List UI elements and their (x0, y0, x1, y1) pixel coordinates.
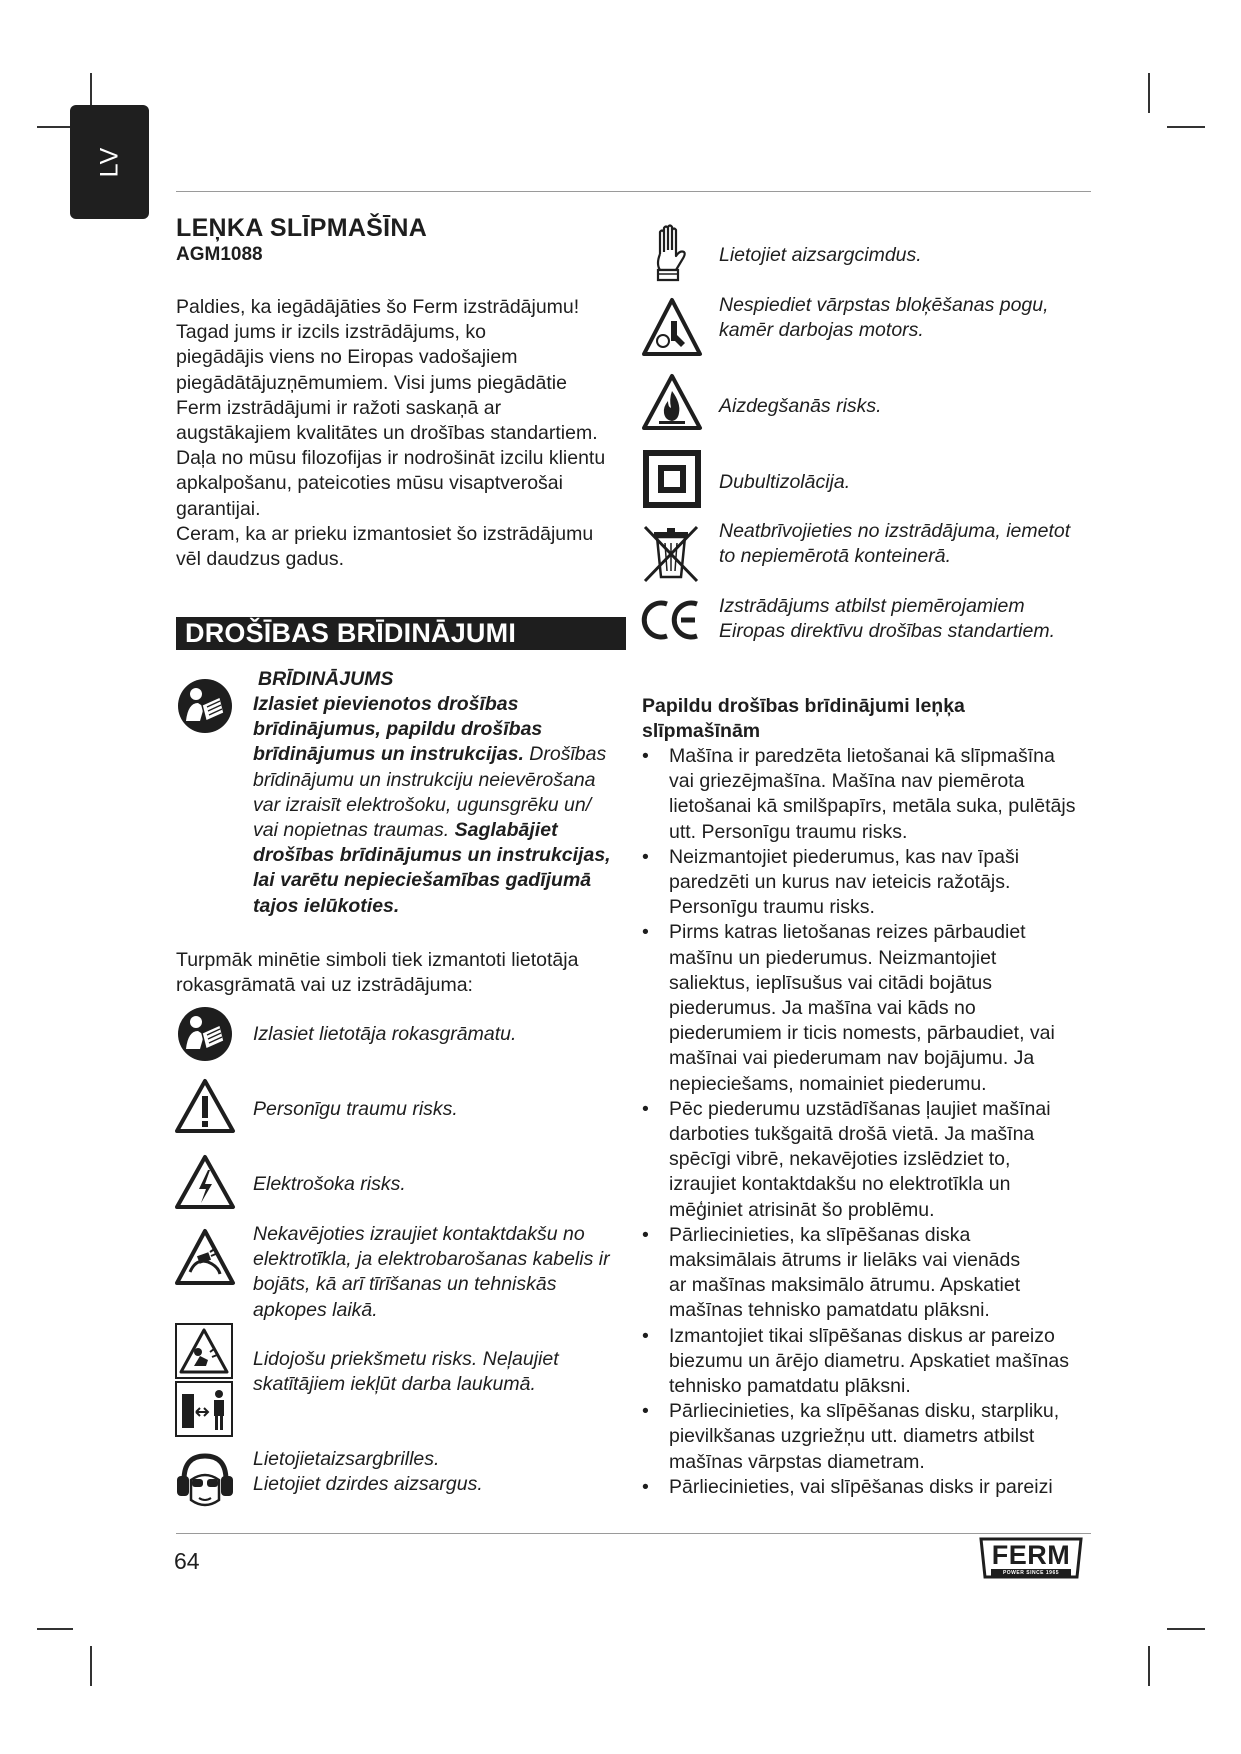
safety-heading: DROŠĪBAS BRĪDINĀJUMI (185, 618, 517, 648)
symbol-text-electric: Elektrošoka risks. (253, 1173, 406, 1195)
list-item-line: pievilkšanas uzgriežņu utt. diametrs atbilst (669, 1425, 1035, 1448)
crop-mark (37, 126, 73, 128)
double-insulation-icon (643, 450, 701, 508)
ferm-logo (977, 1537, 1085, 1581)
warning-line: var izraisīt elektrošoku, ugunsgrēku un/ (253, 793, 592, 816)
symbol-text-gloves: Lietojiet aizsargcimdus. (719, 244, 922, 266)
list-item-line: izraujiet kontaktdakšu no elektrotīkla un (669, 1173, 1011, 1196)
list-item-line: • Pēc piederumu uzstādīšanas ļaujiet mašīnai (669, 1097, 1051, 1120)
list-item (642, 1223, 1112, 1324)
crop-mark (37, 1628, 73, 1630)
symbol-text-spindle-lock (719, 293, 1049, 343)
warning-line (253, 818, 633, 843)
symbol-text-flying-objects (253, 1347, 559, 1397)
list-item-line: saliektus, ieplīsušus vai citādi bojātus (669, 971, 992, 994)
list-item-line: vai griezējmašīna. Mašīna nav piemērota (669, 770, 1025, 793)
read-manual-icon (176, 1005, 234, 1063)
warning-line: brīdinājumus, papildu drošības (253, 718, 543, 741)
crop-mark (90, 1646, 92, 1686)
intro-line: piegādātājuzņēmumiem. Visi jums piegādātie (176, 371, 567, 394)
list-item-line: • Izmantojiet tikai slīpēšanas diskus ar pareizo (669, 1324, 1055, 1347)
symbols-intro-line: rokasgrāmatā vai uz izstrādājuma: (176, 974, 473, 997)
symbol-text-line: kamēr darbojas motors. (719, 319, 924, 342)
additional-heading-line: Papildu drošības brīdinājumi leņķa (642, 695, 965, 717)
list-item-line: nepieciešams, nomainiet piederumu. (669, 1072, 987, 1095)
list-item-line: • Mašīna ir paredzēta lietošanai kā slīpmašīna (669, 745, 1055, 767)
warning-text (253, 692, 633, 919)
symbol-text-line: Nespiediet vārpstas bloķēšanas pogu, (719, 294, 1049, 316)
read-manual-icon (176, 677, 234, 735)
symbols-intro (176, 948, 626, 998)
safety-heading-bar (176, 617, 626, 650)
symbol-text-line: Neatbrīvojieties no izstrādājuma, iemetot (719, 520, 1071, 542)
spindle-lock-icon (641, 297, 703, 357)
symbol-text-injury: Personīgu traumu risks. (253, 1098, 458, 1120)
list-item-line: tehnisko pamatdatu plāksni. (669, 1375, 911, 1398)
warning-line: brīdinājumu un instrukciju neievērošana (253, 768, 596, 791)
list-item-line: • Pārliecinieties, ka slīpēšanas disku, starpliku, (669, 1400, 1060, 1423)
symbol-text-line: apkopes laikā. (253, 1298, 378, 1321)
symbols-intro-line: Turpmāk minētie simboli tiek izmantoti lietotāja (176, 949, 579, 971)
intro-line: garantijai. (176, 497, 261, 520)
intro-line: Daļa no mūsu filozofijas ir nodrošināt izcilu klientu (176, 447, 606, 470)
symbol-text-line: Lietojiet dzirdes aizsargus. (253, 1473, 483, 1496)
ferm-logo-text: FERM (991, 1540, 1071, 1570)
warning-line: drošības brīdinājumus un instrukcijas, (253, 844, 611, 867)
intro-line: Ceram, ka ar prieku izmantosiet šo izstrādājumu (176, 522, 594, 545)
footer-rule (176, 1533, 1091, 1534)
symbol-text-double-insulation: Dubultizolācija. (719, 471, 851, 493)
list-item-line: ar mašīnas maksimālo ātrumu. Apskatiet (669, 1274, 1021, 1297)
symbol-text-line: Nekavējoties izraujiet kontaktdakšu no (253, 1223, 585, 1245)
intro-line: apkalpošanu, pateicoties mūsu visaptverošai (176, 472, 563, 495)
list-item-line: biezumu un ārējo diametru. Apskatiet mašīnas (669, 1349, 1069, 1372)
symbol-text-weee (719, 519, 1070, 569)
symbol-text-line: Eiropas direktīvu drošības standartiem. (719, 620, 1055, 643)
language-tab (70, 105, 149, 219)
warning-line: tajos ielūkoties. (253, 894, 400, 917)
goggles-earmuffs-icon (174, 1450, 236, 1512)
list-item (642, 744, 1112, 845)
list-item-line: maksimālais ātrums ir lielāks vai vienāds (669, 1249, 1021, 1272)
ce-mark-icon (641, 598, 701, 642)
warning-line: Izlasiet pievienotos drošības (253, 693, 519, 715)
list-item-line: mašīnu un piederumus. Neizmantojiet (669, 946, 997, 969)
symbol-text-ce (719, 594, 1055, 644)
crop-mark (1148, 1646, 1150, 1686)
symbol-text-goggles (253, 1447, 483, 1497)
intro-line: Ferm izstrādājumi ir ražoti saskaņā ar (176, 396, 502, 419)
list-item (642, 920, 1112, 1096)
list-item-line: • Pirms katras lietošanas reizes pārbaudiet (669, 921, 1026, 944)
warning-segment: brīdinājumus un instrukcijas. (253, 743, 524, 766)
list-item-line: • Neizmantojiet piederumus, kas nav īpaši (669, 845, 1020, 868)
symbol-text-fire: Aizdegšanās risks. (719, 395, 882, 417)
intro-line: piegādājis viens no Eiropas vadošajiem (176, 346, 518, 369)
additional-warnings-heading (642, 694, 1082, 744)
injury-warning-icon (174, 1078, 236, 1134)
list-item (642, 1324, 1112, 1400)
gloves-icon (648, 224, 696, 282)
list-item-line: lietošanai kā smilšpapīrs, metāla suka, pulētājs (669, 795, 1076, 818)
list-item-line: Personīgu traumu risks. (669, 896, 875, 919)
warning-title: BRĪDINĀJUMS (258, 668, 394, 690)
electric-shock-icon (174, 1154, 236, 1210)
symbol-text-line: bojāts, kā arī tīrīšanas un tehniskās (253, 1273, 557, 1296)
symbol-text-line: Lietojietaizsargbrilles. (253, 1448, 440, 1470)
list-item (642, 1475, 1112, 1500)
symbol-text-line: Izstrādājums atbilst piemērojamiem (719, 595, 1025, 617)
top-rule (176, 191, 1091, 192)
page-number: 64 (174, 1548, 200, 1574)
intro-line: vēl daudzus gadus. (176, 548, 345, 571)
list-item-line: spēcīgi vibrē, nekavējoties izslēdziet to, (669, 1148, 1011, 1171)
fire-hazard-icon (641, 373, 703, 431)
list-item-line: utt. Personīgu traumu risks. (669, 820, 908, 843)
symbol-text-read-manual: Izlasiet lietotāja rokasgrāmatu. (253, 1023, 517, 1045)
ferm-logo-tagline: POWER SINCE 1965 (1002, 1570, 1060, 1576)
intro-line: augstākajiem kvalitātes un drošības standartiem. (176, 422, 598, 445)
list-item (642, 1097, 1112, 1223)
symbol-text-line: to nepiemērotā konteinerā. (719, 545, 951, 568)
list-item-line: mēģiniet atrisināt šo problēmu. (669, 1198, 935, 1221)
crop-mark (1167, 126, 1205, 128)
list-item-line: mašīnas vārpstas diametram. (669, 1450, 925, 1473)
language-tab-label: LV (95, 146, 123, 178)
intro-line: Paldies, ka iegādājāties šo Ferm izstrādājumu! (176, 296, 580, 318)
list-item-line: • Pārliecinieties, vai slīpēšanas disks ir pareizi (669, 1475, 1053, 1498)
list-item-line: piederumus. Ja mašīna vai kāds no (669, 997, 976, 1020)
warning-segment: vai nopietnas traumas. (253, 819, 455, 842)
symbol-text-unplug (253, 1222, 610, 1323)
flying-objects-icon (174, 1322, 234, 1438)
unplug-warning-icon (174, 1228, 236, 1286)
weee-bin-icon (641, 523, 701, 585)
list-item-line: darboties tukšgaitā drošā vietā. Ja mašīna (669, 1123, 1035, 1146)
additional-heading-line: slīpmašīnām (642, 720, 761, 743)
list-item-line: mašīnas tehnisko pamatdatu plāksni. (669, 1299, 990, 1322)
symbol-text-line: elektrotīkla, ja elektrobarošanas kabelis ir (253, 1248, 610, 1271)
warning-line: lai varētu nepieciešamības gadījumā (253, 869, 592, 892)
additional-warnings-list (642, 744, 1112, 1500)
model-number: AGM1088 (176, 244, 263, 265)
intro-line: Tagad jums ir izcils izstrādājums, ko (176, 321, 486, 344)
list-item-line: mašīnai vai piederumam nav bojājumu. Ja (669, 1047, 1035, 1070)
intro-paragraph (176, 295, 626, 572)
symbol-text-line: skatītājiem iekļūt darba laukumā. (253, 1373, 536, 1396)
warning-segment: Drošības (523, 743, 607, 766)
list-item-line: piederumiem ir ticis nomests, pārbaudiet, vai (669, 1022, 1055, 1045)
symbol-text-line: Lidojošu priekšmetu risks. Neļaujiet (253, 1348, 559, 1370)
list-item-line: • Pārliecinieties, ka slīpēšanas diska (669, 1223, 971, 1246)
warning-line (253, 742, 633, 767)
list-item (642, 1399, 1112, 1475)
warning-segment: Saglabājiet (454, 819, 558, 842)
crop-mark (1148, 73, 1150, 113)
page-title: LEŅKA SLĪPMAŠĪNA (176, 214, 428, 242)
list-item (642, 845, 1112, 921)
list-item-line: paredzēti un kurus nav ieteicis ražotājs. (669, 871, 1011, 894)
crop-mark (1167, 1628, 1205, 1630)
